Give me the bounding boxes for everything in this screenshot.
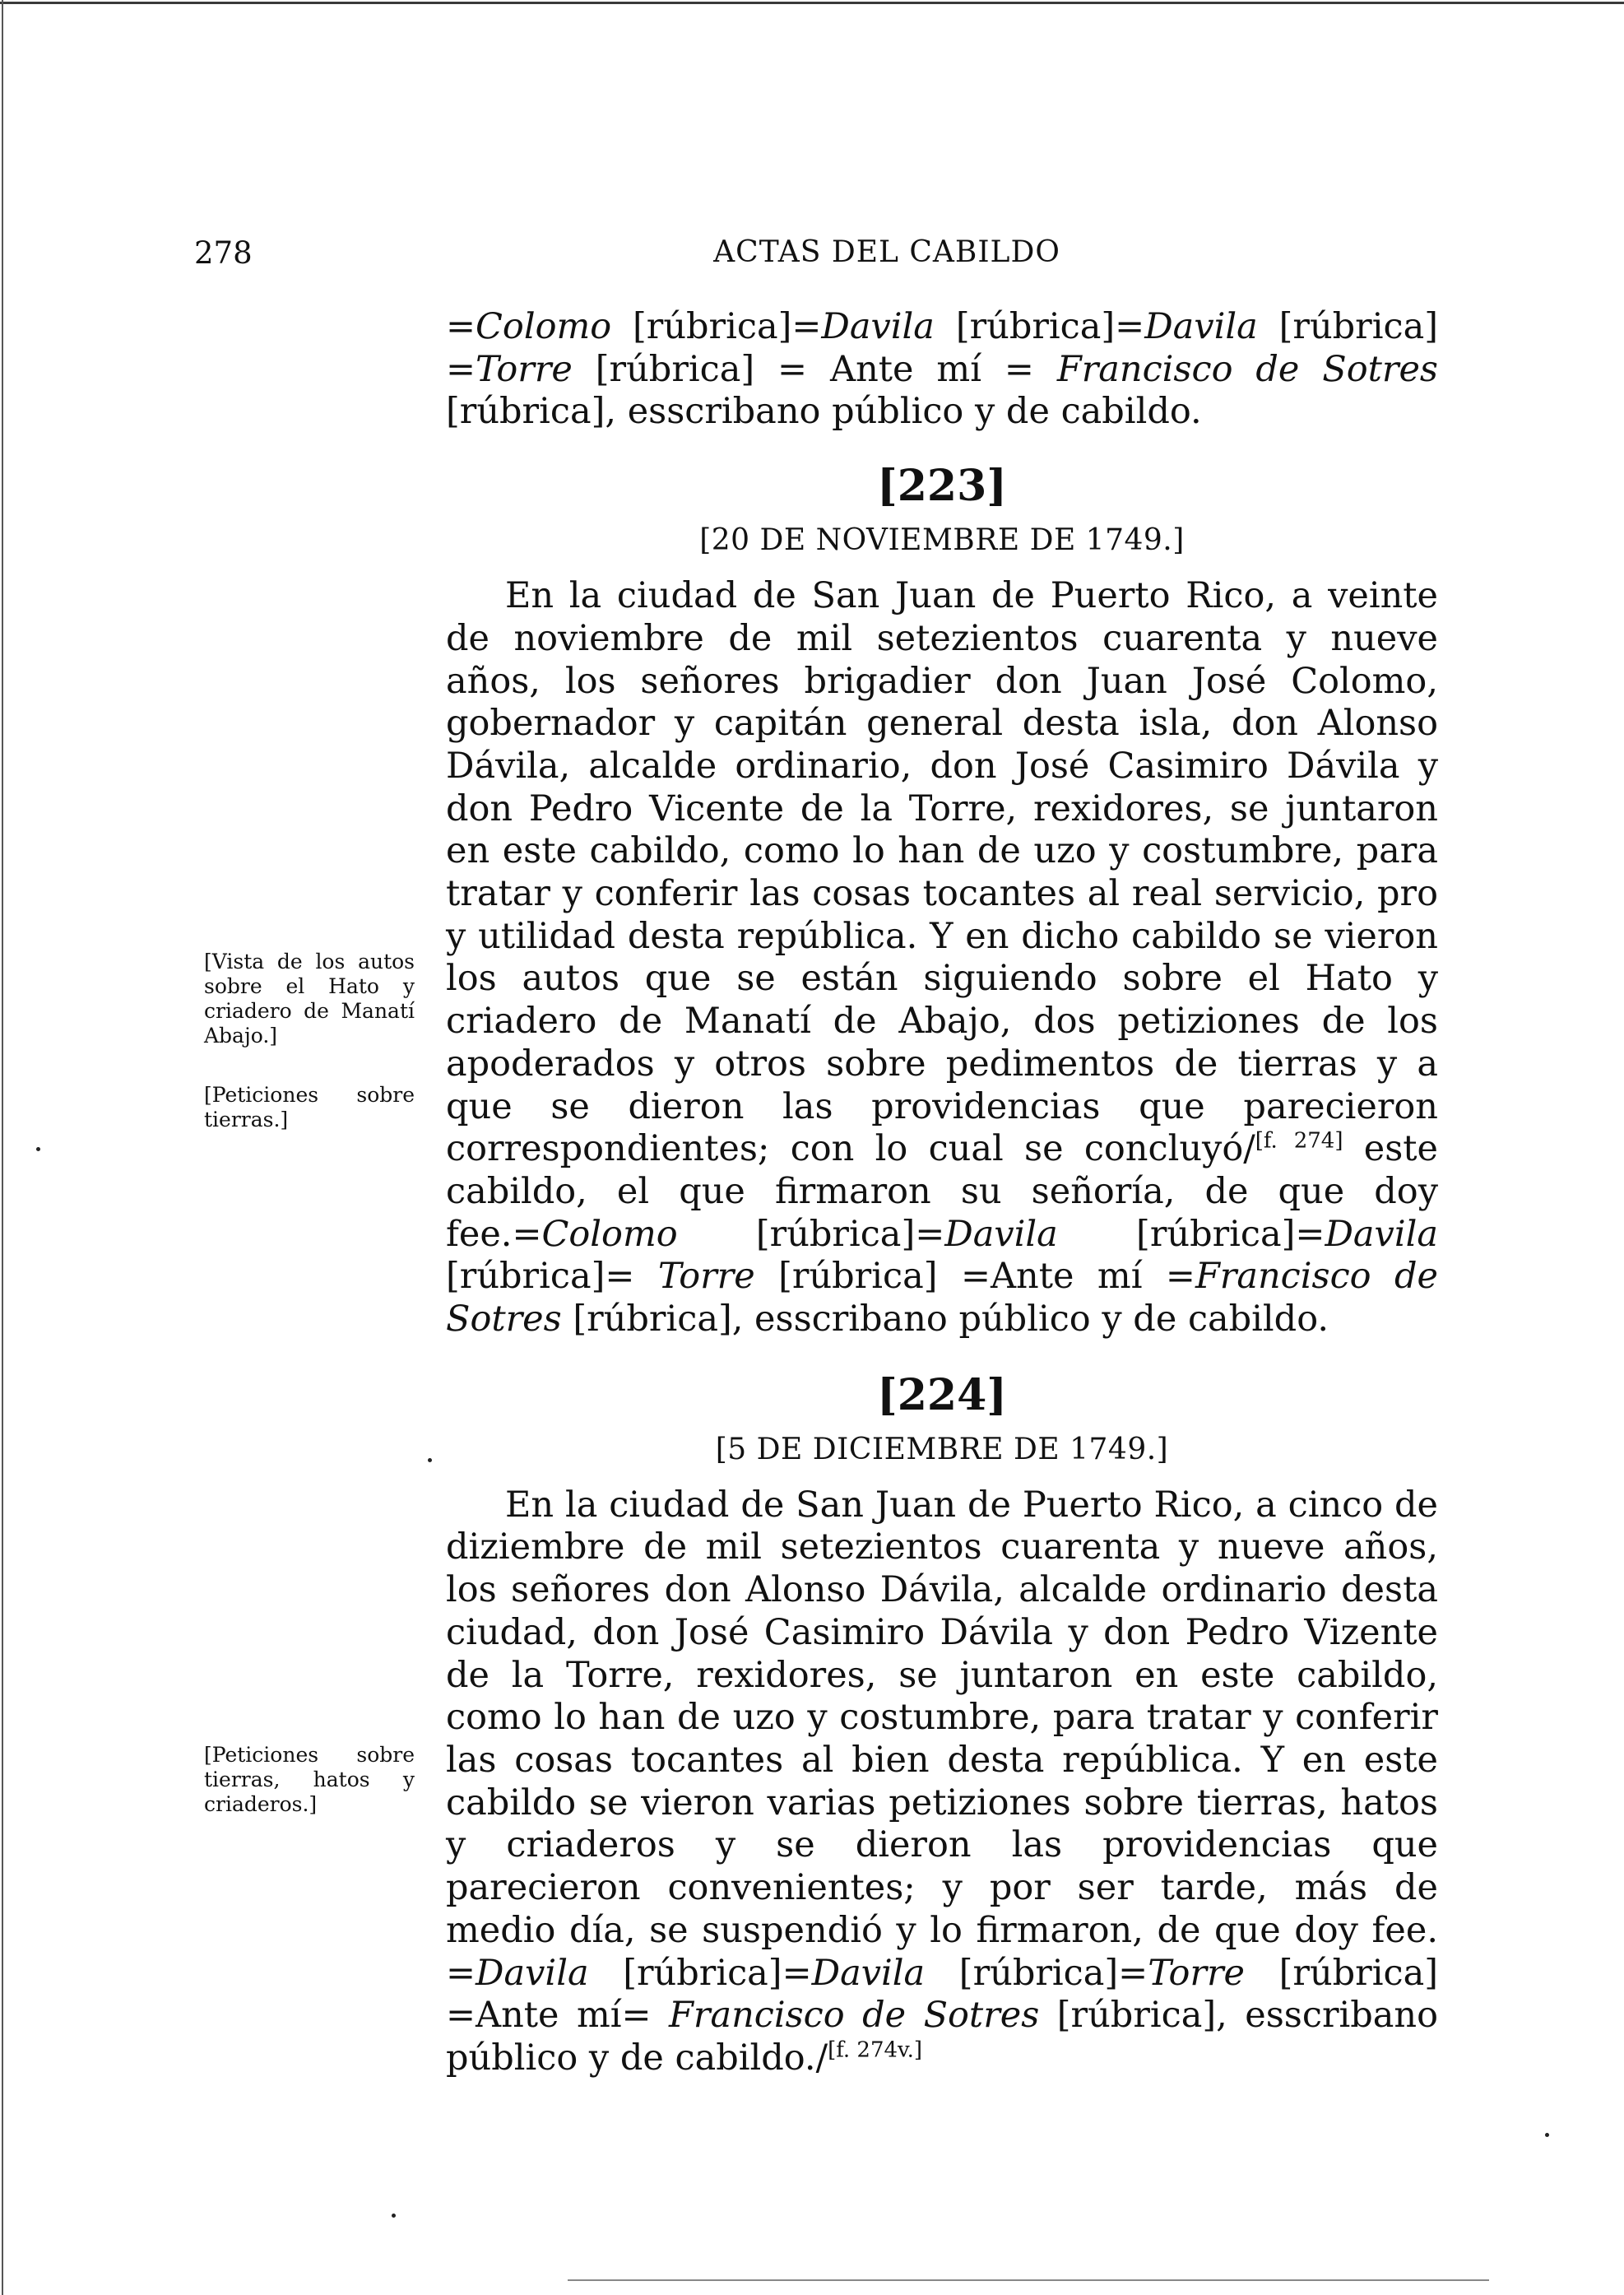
- margin-note-autos: [Vista de los autos sobre el Hato y criadero de Manatí Abajo.]: [204, 950, 415, 1048]
- signature-davila: Davila: [1325, 1213, 1438, 1255]
- rubrica: [rúbrica]=: [446, 1256, 658, 1298]
- opening-fragment: [446, 306, 1438, 434]
- page-number: 278: [194, 235, 253, 271]
- signature-colomo: Colomo: [541, 1213, 678, 1255]
- closing: [rúbrica], esscribano público y de cabildo.: [446, 391, 1202, 433]
- signature-davila: Davila: [476, 1952, 589, 1994]
- signature-sotres: Francisco de Sotres: [1056, 348, 1438, 390]
- signature-davila: Davila: [811, 1952, 926, 1994]
- stray-mark: [36, 1147, 40, 1151]
- signature-davila: Davila: [821, 306, 935, 347]
- signature-davila: Davila: [944, 1213, 1058, 1255]
- body-text-end: este cabildo, el que firmaron su señoría, de que doy fee.=: [446, 1128, 1438, 1255]
- stray-mark: [392, 2214, 396, 2218]
- rubrica: [rúbrica]=: [934, 306, 1145, 347]
- signature-sotres: Francisco de Sotres: [446, 1256, 1438, 1340]
- rubrica: [rúbrica]=: [588, 1952, 812, 1994]
- main-text-column: [446, 306, 1438, 2080]
- signature-colomo: =Colomo: [446, 306, 612, 347]
- body-text: En la ciudad de San Juan de Puerto Rico, a veinte de noviembre de mil setezientos cuarenta y nueve años, los señores brigadier don Juan José Colomo, gobernador y capitán general desta isla, don Alonso Dávila, alcalde ordinario, don José Casimiro Dávila y don Pedro Vicente de la Torre, rexidores, se juntaron en este cabildo, como lo han de uzo y costumbre, para tratar y conferir las cosas tocantes al real servicio, pro y utilidad desta república. Y en dicho cabildo se vieron los autos que se están siguiendo sobre el Hato y criadero de Manatí de Abajo, dos petiziones de los apoderados y otros sobre pedimentos de tierras y a que se dieron las providencias que parecieron correspondientes; con lo cual se concluyó/: [446, 575, 1438, 1170]
- signature-torre: Torre: [657, 1256, 755, 1298]
- top-rule: [0, 2, 1624, 4]
- folio-marker: [f. 274v.]: [828, 2037, 923, 2063]
- folio-marker: [f. 274]: [1255, 1128, 1343, 1154]
- entry-date-224: [5 DE DICIEMBRE DE 1749.]: [715, 1432, 1169, 1466]
- entry-number-224: [224]: [877, 1369, 1007, 1420]
- running-title: ACTAS DEL CABILDO: [713, 235, 1060, 269]
- entry-date-223: [20 DE NOVIEMBRE DE 1749.]: [699, 523, 1185, 558]
- rubrica: [rúbrica]=: [1057, 1213, 1325, 1255]
- signature-torre: Torre: [476, 348, 573, 390]
- margin-note-peticiones: [Peticiones sobre tierras.]: [204, 1083, 415, 1131]
- rubrica: [rúbrica]=: [925, 1952, 1148, 1994]
- body-text: En la ciudad de San Juan de Puerto Rico, a cinco de diziembre de mil setezientos cuarenta y nueve años, los señores don Alonso Dávila, alcalde ordinario desta ciudad, don José Casimiro Dávila y don Pedro Vizente de la Torre, rexidores, se juntaron en este cabildo, como lo han de uzo y costumbre, para tratar y conferir las cosas tocantes al bien desta república. Y en este cabildo se vieron varias petiziones sobre tierras, hatos y criaderos y se dieron las providencias que parecieron convenientes; y por ser tarde, más de medio día, se suspendió y lo firmaron, de que doy fee. =: [446, 1484, 1438, 1994]
- closing: [rúbrica], esscribano público y de cabildo.: [561, 1298, 1329, 1340]
- page-header: [194, 235, 1436, 276]
- margin-note-peticiones-hatos: [Peticiones sobre tierras, hatos y criaderos.]: [204, 1743, 415, 1816]
- ante-mi: [rúbrica] = Ante mí =: [572, 348, 1057, 390]
- entry-number-223: [223]: [877, 461, 1007, 512]
- ante-mi: [rúbrica] =Ante mí =: [754, 1256, 1195, 1298]
- closing: [rúbrica], esscribano público y de cabildo./: [446, 1995, 1438, 2079]
- signature-sotres: Francisco de Sotres: [669, 1995, 1040, 2037]
- entry-body-224: [446, 1484, 1438, 2080]
- rubrica: [rúbrica] =: [446, 306, 1438, 390]
- ante-mi: [rúbrica] =Ante mí=: [446, 1952, 1438, 2037]
- stray-mark: [1545, 2133, 1549, 2137]
- rubrica: [rúbrica]=: [611, 306, 822, 347]
- signature-torre: Torre: [1148, 1952, 1245, 1994]
- left-rule: [2, 0, 3, 2295]
- entry-body-223: [446, 575, 1438, 1341]
- stray-mark: [428, 1458, 432, 1462]
- bottom-rule: [568, 2279, 1489, 2281]
- signature-davila: Davila: [1144, 306, 1258, 347]
- rubrica: [rúbrica]=: [677, 1213, 945, 1255]
